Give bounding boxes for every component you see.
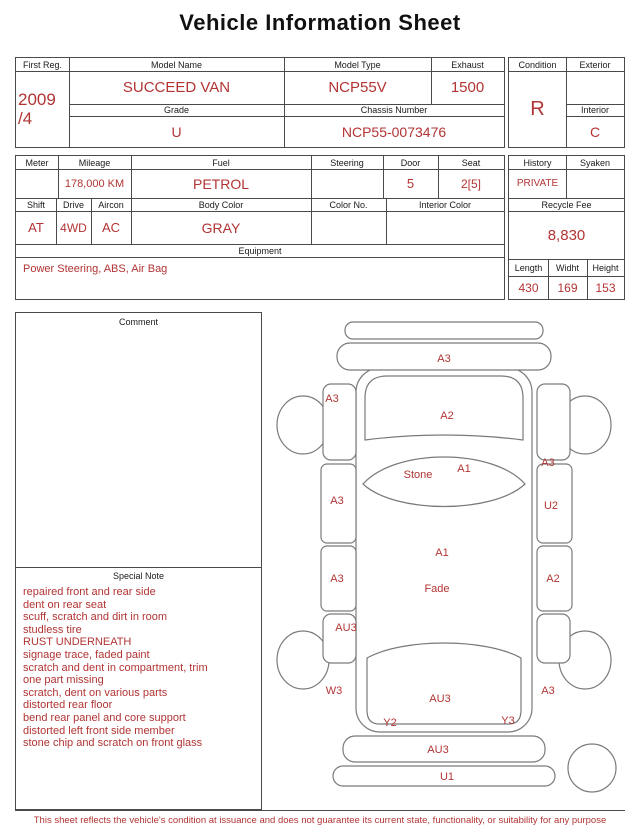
front-upper-bar [345,322,543,339]
note-line: scratch and dent in compartment, trim [23,661,208,674]
condition-table [508,57,625,148]
comment-label: Comment [118,317,158,327]
body-color-label: Body Color [198,199,244,210]
mileage-label: Mileage [78,157,111,168]
damage-label-left-front-door: A3 [330,495,344,507]
note-line: scratch, dent on various parts [23,686,168,699]
model-name-label: Model Name [150,59,203,70]
specs-table [15,155,505,300]
right-quarter-shape [537,614,570,663]
model-name-value: SUCCEED VAN [122,79,231,96]
body-color-value: GRAY [201,219,241,236]
comment-panel [15,312,262,810]
model-type-value: NCP55V [328,79,387,96]
width-value: 169 [557,280,578,295]
model-type-label: Model Type [334,59,381,70]
damage-label-rear-gate: AU3 [429,693,451,705]
aircon-value: AC [101,220,121,235]
shift-label: Shift [26,199,45,210]
special-note-label: Special Note [112,571,165,581]
equipment-value: Power Steering, ABS, Air Bag [23,263,168,275]
fuel-label: Fuel [212,157,230,168]
exterior-label: Exterior [579,59,611,70]
damage-label-left-rear-door: A3 [330,573,344,585]
damage-label-left-front-fender: A3 [325,393,339,405]
seat-value: 2[5] [460,176,481,191]
footer-divider-line [15,810,625,811]
hood-shape [365,376,523,440]
note-line: dent on rear seat [23,598,107,611]
chassis-number-value: NCP55-0073476 [341,123,447,140]
damage-label-right-quarter: A3 [541,685,555,697]
note-line: studless tire [23,623,82,636]
aircon-label: Aircon [98,199,124,210]
car-damage-diagram [263,312,630,808]
condition-label: Condition [518,59,557,70]
first-reg-label: First Reg. [22,59,62,70]
note-line: one part missing [23,674,104,687]
condition-value: R [530,97,545,120]
recycle-fee-value: 8,830 [547,226,586,244]
shift-value: AT [28,220,44,235]
right-front-fender-shape [537,384,570,460]
damage-label-rear-under: U1 [439,771,455,783]
grade-label: Grade [163,105,189,115]
first-reg-year: 2009 [18,90,56,109]
history-label: History [523,157,552,168]
page-title: Vehicle Information Sheet [179,10,461,35]
note-line: stone chip and scratch on front glass [23,737,203,750]
divider-line [16,567,261,568]
damage-label-windshield-note: Stone [403,469,433,481]
door-label: Door [400,157,421,168]
damage-label-roof: A1 [435,547,449,559]
damage-label-right-rear-door: A2 [546,573,560,585]
damage-label-left-quarter: AU3 [335,622,357,634]
width-label: Widht [555,262,579,273]
note-line: RUST UNDERNEATH [23,636,132,649]
note-line: distorted left front side member [23,724,175,737]
damage-label-rear-left-corner: Y2 [383,717,397,729]
chassis-number-label: Chassis Number [360,105,428,115]
first-reg-value [18,71,68,147]
recycle-fee-label: Recycle Fee [541,199,592,210]
equipment-label: Equipment [238,245,282,256]
exhaust-label: Exhaust [451,59,484,70]
spare-tire [568,744,616,792]
special-notes-list [23,586,256,750]
damage-label-left-rear-wheel-area: W3 [325,685,343,697]
damage-label-rear-right-corner: Y3 [501,715,515,727]
first-reg-month: /4 [18,109,33,128]
door-value: 5 [406,176,415,191]
note-line: bend rear panel and core support [23,711,186,724]
note-line: repaired front and rear side [23,586,156,598]
seat-label: Seat [461,157,481,168]
steering-label: Steering [330,157,364,168]
registration-table [15,57,505,148]
mileage-value: 178,000 KM [64,177,125,190]
meter-label: Meter [25,157,49,168]
interior-color-label: Interior Color [418,199,472,210]
length-value: 430 [518,280,539,295]
height-value: 153 [595,280,616,295]
history-fee-size-table [508,155,625,300]
fuel-value: PETROL [192,175,249,192]
height-label: Height [592,262,619,273]
damage-label-hood: A2 [440,410,454,422]
exhaust-value: 1500 [450,79,485,96]
syaken-label: Syaken [579,157,611,168]
damage-label-windshield: A1 [457,463,471,475]
drive-value: 4WD [60,220,87,235]
front-left-wheel [277,396,329,454]
note-line: signage trace, faded paint [23,648,150,661]
interior-value: C [589,123,601,140]
damage-label-front-bumper: A3 [437,353,451,365]
rear-left-wheel [277,631,329,689]
footer-disclaimer: This sheet reflects the vehicle's condition at issuance and does not guarantee its current state, functionality, or suitability for any purpose [33,815,607,826]
damage-label-right-front-door: U2 [543,500,559,512]
interior-label: Interior [580,105,609,115]
color-no-label: Color No. [329,199,368,210]
history-value: PRIVATE [516,178,559,189]
damage-label-rear-bumper: AU3 [427,744,449,756]
damage-label-right-front-fender: A3 [541,457,555,469]
note-line: distorted rear floor [23,699,113,712]
grade-value: U [171,123,182,140]
rear-gate-shape [367,643,521,724]
drive-label: Drive [62,199,84,210]
damage-label-roof-note: Fade [424,583,450,595]
length-label: Length [514,262,543,273]
note-line: scuff, scratch and dirt in room [23,611,168,624]
